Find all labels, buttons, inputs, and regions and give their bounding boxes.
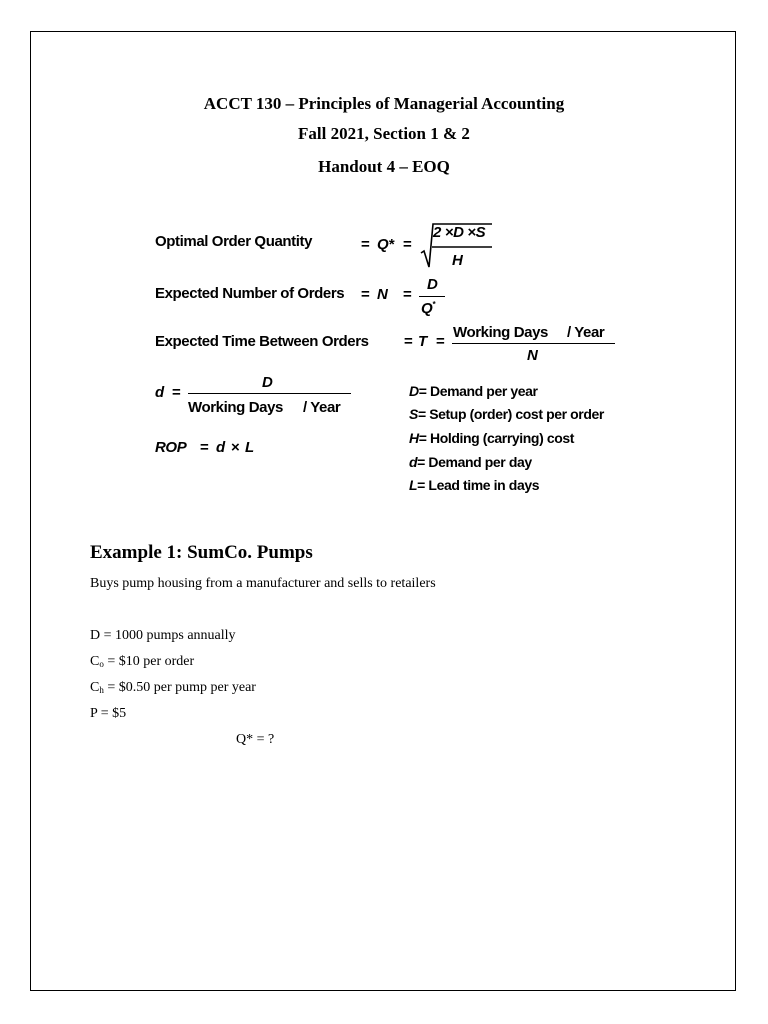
daily-fraction-bar [188, 393, 351, 394]
orders-denominator [421, 300, 435, 317]
time-num-a: Working Days [453, 324, 548, 341]
legend-item: L= Lead time in days [409, 477, 540, 493]
time-denominator: N [527, 347, 538, 364]
daily-equals: = [172, 384, 181, 401]
handout-title: Handout 4 – EOQ [318, 157, 450, 176]
orders-numerator: D [427, 276, 438, 293]
daily-den-b: / Year [303, 399, 341, 416]
legend-item: d= Demand per day [409, 454, 532, 470]
eoq-denominator: H [452, 252, 463, 269]
daily-den-a: Working Days [188, 399, 283, 416]
eoq-equals-2: = [403, 236, 412, 253]
rop-equals: = [200, 439, 209, 456]
orders-equals: = [361, 286, 370, 303]
course-title: ACCT 130 – Principles of Managerial Accounting [203, 94, 565, 113]
legend-item: H= Holding (carrying) cost [409, 430, 575, 446]
time-fraction-bar [452, 343, 615, 344]
eoq-numerator: 2 ×D ×S [433, 224, 486, 241]
time-equals: = [404, 333, 413, 350]
price-line: P = $5 [90, 706, 127, 721]
example-title: Example 1: SumCo. Pumps [90, 542, 313, 563]
time-symbol: T [418, 333, 427, 350]
term-section: Fall 2021, Section 1 & 2 [298, 124, 470, 143]
eoq-equals: = [361, 236, 370, 253]
legend-item: S= Setup (order) cost per order [409, 406, 604, 422]
example-description: Buys pump housing from a manufacturer and sells to retailers [90, 576, 436, 591]
daily-symbol: d [155, 384, 164, 401]
legend-item: D= Demand per year [409, 383, 538, 399]
daily-numerator: D [262, 374, 273, 391]
holding-cost-line: $C_h$ = $0.50 per pump per year [90, 680, 256, 695]
orders-equals-2: = [403, 286, 412, 303]
orders-den-star: * [432, 300, 435, 309]
order-cost-line: $C_o$ = $10 per order [90, 654, 195, 669]
rop-rhs-a: d [216, 439, 225, 456]
time-label: Expected Time Between Orders [155, 333, 369, 350]
orders-fraction-bar [419, 296, 445, 297]
orders-den-letter: Q [421, 300, 433, 317]
demand-line: D = 1000 pumps annually [90, 628, 236, 643]
time-equals-2: = [436, 333, 445, 350]
rop-rhs-b: L [245, 439, 254, 456]
orders-label: Expected Number of Orders [155, 285, 345, 302]
time-num-b: / Year [567, 324, 605, 341]
orders-symbol: N [377, 286, 388, 303]
question-line: Q* = ? [236, 732, 275, 747]
eoq-symbol: Q* [377, 236, 394, 253]
rop-symbol: ROP [155, 439, 187, 456]
rop-times: × [231, 439, 240, 456]
eoq-label: Optimal Order Quantity [155, 233, 313, 250]
